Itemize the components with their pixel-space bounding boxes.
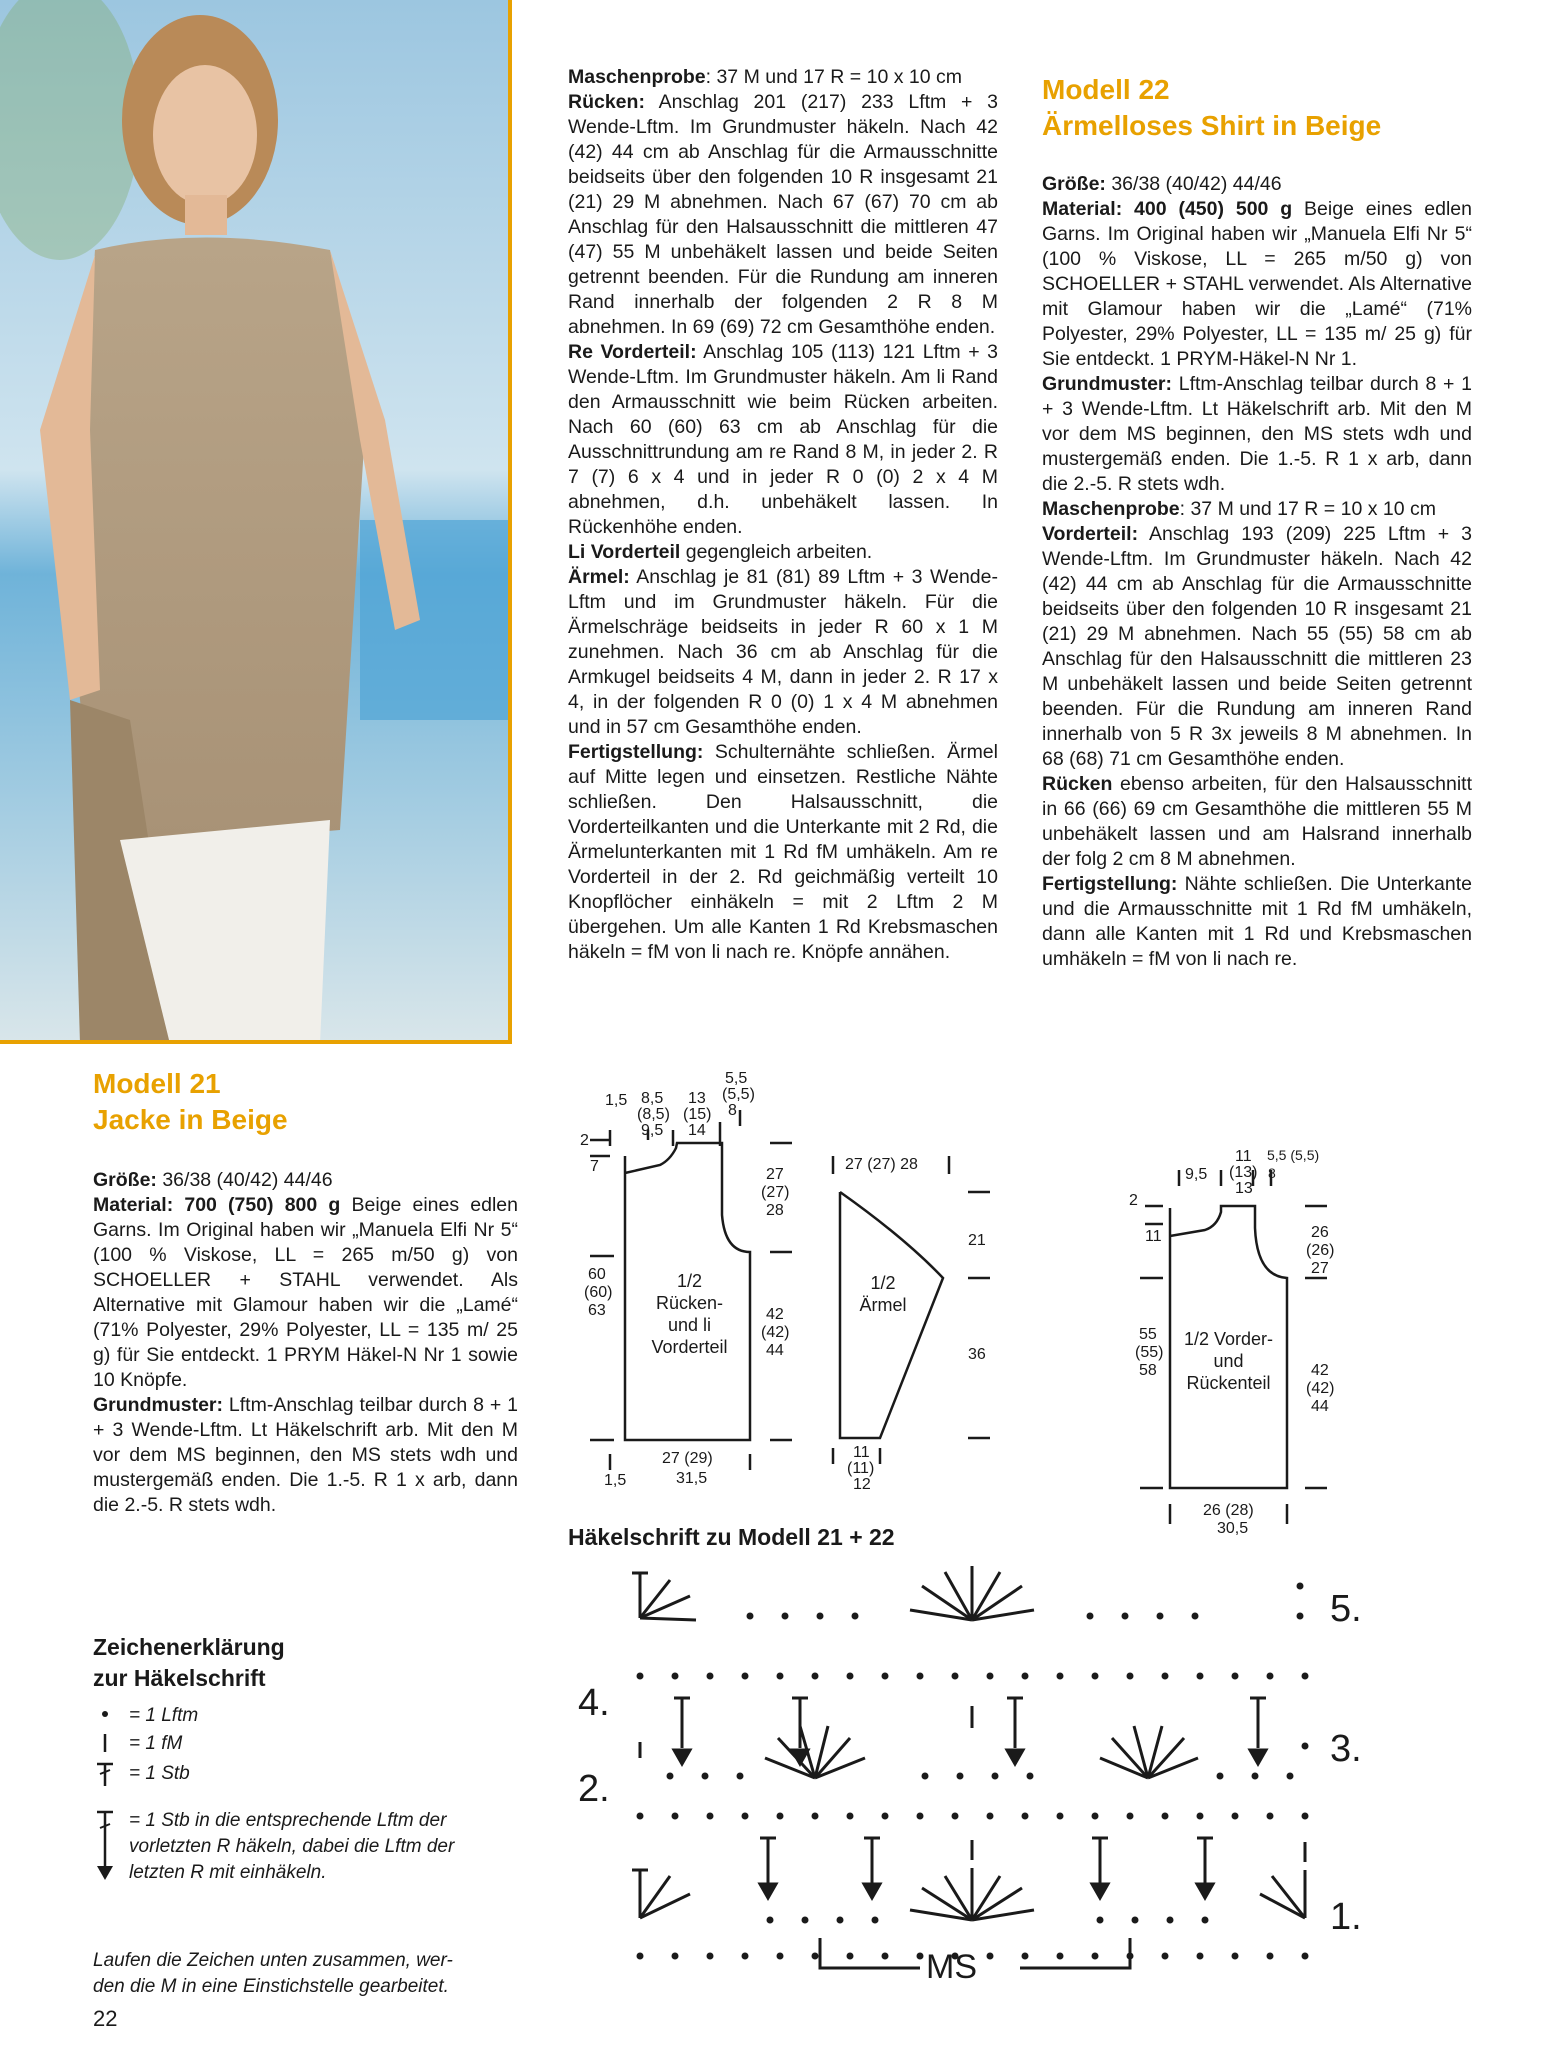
dim-label: (11) — [847, 1460, 875, 1477]
long-stitches — [674, 1698, 1266, 1898]
dim-label: 26 (28) — [1203, 1502, 1254, 1519]
crochet-chart-drawing — [560, 1558, 1380, 1998]
schematic-label: 1/2 — [870, 1273, 896, 1293]
dim-label: 60 — [588, 1266, 606, 1283]
dim-label: 13 — [688, 1090, 706, 1107]
instr-label: Ärmel: — [568, 566, 630, 588]
schematic-label: und li — [667, 1315, 712, 1335]
dim-label: 30,5 — [1217, 1520, 1249, 1537]
dim-label: 14 — [688, 1122, 706, 1139]
dim-label: 42 — [1311, 1362, 1329, 1379]
instr-label: Maschenprobe — [1042, 498, 1180, 520]
schematic3-title — [1171, 1328, 1286, 1394]
instr-text: Anschlag 105 (113) 121 Lftm + 3 Wende-Lftm. Im Grundmuster häkeln. Am li Rand den Armausschnitt wie beim Rücken arbeiten. Nach 60 (60) 63 cm ab Anschlag für die Ausschnittrundung am re Rand 8 M, in jeder 2. R 7 (7) 6 x 4 und in jeder R 0 (0) 2 x 4 M abnehmen, d.h. unbehäkelt lassen. In Rückenhöhe enden. — [568, 341, 998, 538]
crochet-chart-title: Häkelschrift zu Modell 21 + 22 — [568, 1524, 895, 1550]
row4-chains — [637, 1673, 1309, 1680]
instr-label: Material: 400 (450) 500 g — [1042, 198, 1293, 220]
instr-text: Lftm-Anschlag teilbar durch 8 + 1 + 3 Wende-Lftm. Lt Häkelschrift arb. Mit den M vor dem MS beginnen, den MS stets wdh und mustergemäß enden. Die 1.-5. R 1 x arb, dann die 2.-5. R stets wdh. — [93, 1394, 518, 1516]
instr-text: ebenso arbeiten, für den Halsausschnitt in 66 (66) 69 cm Gesamthöhe die mittleren 55 M unbehäkelt lassen und am Halsrand innerhalb der folg 2 cm 8 M abnehmen. — [1042, 773, 1472, 870]
dim-label: 31,5 — [676, 1470, 708, 1487]
dim-label: (13) — [1229, 1164, 1258, 1181]
dim-label: 5,5 (5,5) — [1267, 1147, 1320, 1163]
schematic-back-front — [570, 1070, 810, 1510]
long-stitch-row2-a — [760, 1838, 776, 1898]
instr-label: Vorderteil: — [1042, 523, 1139, 545]
row2-chains — [637, 1813, 1309, 1820]
dim-label: 27 — [1311, 1260, 1329, 1277]
instr-text: : 37 M und 17 R = 10 x 10 cm — [1179, 498, 1436, 520]
legend-symbols — [93, 1700, 123, 1960]
fan-row3-right — [1100, 1726, 1198, 1778]
double-crochet-icon — [97, 1764, 113, 1786]
crochet-chart — [560, 1558, 1380, 1998]
legend-title: Zeichenerklärung — [93, 1634, 285, 1660]
row-label-2: 2. — [578, 1768, 610, 1810]
dim-label: 2 — [1129, 1192, 1138, 1209]
page-number: 22 — [93, 2006, 118, 2031]
instr-label: Li Vorderteil — [568, 541, 681, 563]
long-stitch-row4-c — [1007, 1698, 1023, 1764]
long-stitch-row4-d — [1250, 1698, 1266, 1764]
schematic-label: Rücken- — [655, 1293, 724, 1313]
schematic-sleeve — [825, 1148, 1015, 1508]
schematic1-title — [632, 1270, 747, 1358]
instr-text: 36/38 (40/42) 44/46 — [156, 1169, 333, 1191]
long-double-crochet-icon — [97, 1812, 113, 1880]
dim-label: (15) — [683, 1106, 712, 1123]
dim-label: 27 (29) — [662, 1450, 713, 1467]
long-stitch-row2-b — [864, 1838, 880, 1898]
instr-text: Anschlag je 81 (81) 89 Lftm + 3 Wende-Lftm und im Grundmuster häkeln. Für die Ärmelschräge beidseits in jeder R 60 x 1 M zunehmen. Nach 36 cm ab Anschlag für die Armkugel beidseits 4 M, dann in jeder 2. R 17 x 4, in der folgenden R 0 (0) 1 x 4 M abnehmen und in 57 cm Gesamthöhe enden. — [568, 566, 998, 738]
fan-row1-middle — [910, 1868, 1034, 1920]
model-photo-image — [0, 0, 512, 1044]
instr-label: Größe: — [93, 1169, 157, 1191]
model22-subtitle: Ärmelloses Shirt in Beige — [1042, 110, 1382, 141]
model-photo — [0, 0, 512, 1044]
instr-text: gegengleich arbeiten. — [680, 541, 873, 563]
schematic-label: Vorderteil — [651, 1337, 728, 1357]
dim-label: 11 — [1235, 1148, 1252, 1165]
dim-label: 11 — [853, 1444, 870, 1461]
dim-label: (42) — [761, 1324, 790, 1341]
dim-label: 8 — [1268, 1165, 1276, 1181]
row-label-3: 3. — [1330, 1728, 1362, 1770]
long-stitch-row4-b — [792, 1698, 808, 1764]
fan-row3-left — [765, 1726, 865, 1778]
fan-row5-left — [632, 1573, 696, 1620]
dim-label: 5,5 — [725, 1070, 748, 1087]
dim-label: 12 — [853, 1476, 871, 1493]
dim-label: 44 — [1311, 1398, 1329, 1415]
legend-long-stb — [129, 1808, 454, 1886]
model21-instructions — [568, 65, 998, 965]
dim-label: 8 — [728, 1102, 737, 1119]
instr-label: Fertigstellung: — [568, 741, 704, 763]
dim-label: 27 — [766, 1166, 784, 1183]
instr-label: Grundmuster: — [1042, 373, 1173, 395]
schematic-label: 1/2 — [676, 1271, 703, 1291]
model21-title: Modell 21 — [93, 1068, 221, 1099]
dim-label: (27) — [761, 1184, 790, 1201]
dim-label: 1,5 — [604, 1472, 627, 1489]
schematic2-title — [843, 1272, 923, 1316]
instr-text: Anschlag 201 (217) 233 Lftm + 3 Wende-Lftm. Im Grundmuster häkeln. Nach 42 (42) 44 cm ab Anschlag für die Armausschnitte beidseits über den folgenden 10 R insgesamt 21 (21) 29 M abnehmen. Nach 67 (67) 70 cm ab Anschlag für den Halsausschnitt die mittleren 47 (47) 55 M unbehäkelt lassen und beide Seiten getrennt beenden. Für die Rundung am inneren Rand innerhalb der folgenden 2 R 8 M abnehmen. In 69 (69) 72 cm Gesamthöhe enden. — [568, 91, 998, 338]
row-label-1: 1. — [1330, 1896, 1362, 1938]
dim-label: 42 — [766, 1306, 784, 1323]
legend-lftm: = 1 Lftm — [129, 1705, 199, 1726]
instr-label: Material: 700 (750) 800 g — [93, 1194, 341, 1216]
instr-label: Rücken: — [568, 91, 645, 113]
dim-label: (55) — [1135, 1344, 1164, 1361]
legend-long-line: vorletzten R häkeln, dabei die Lftm der — [129, 1836, 455, 1857]
schematic-label: Ärmel — [859, 1295, 907, 1315]
instr-label: Rücken — [1042, 773, 1113, 795]
legend-note-line: Laufen die Zeichen unten zusammen, wer- — [93, 1950, 453, 1971]
row-label-5: 5. — [1330, 1588, 1362, 1630]
model22-title: Modell 22 — [1042, 74, 1170, 105]
legend-subtitle: zur Häkelschrift — [93, 1665, 266, 1691]
legend-fm: = 1 fM — [129, 1733, 183, 1754]
legend — [93, 1632, 513, 2000]
fan-row1-right — [1260, 1870, 1305, 1918]
schematic-label: und — [1213, 1351, 1244, 1371]
instr-label: Re Vorderteil: — [568, 341, 697, 363]
long-stitch-row2-d — [1197, 1838, 1213, 1898]
dim-label: 9,5 — [1185, 1166, 1208, 1183]
model21-section — [93, 1066, 518, 1518]
legend-items — [93, 1700, 513, 2000]
dim-label: (42) — [1306, 1380, 1335, 1397]
dim-label: (8,5) — [637, 1106, 670, 1123]
dim-label: 8,5 — [641, 1090, 664, 1107]
instr-label: Maschenprobe — [568, 66, 706, 88]
dim-label: 9,5 — [641, 1122, 664, 1139]
fan-row5-middle — [910, 1566, 1034, 1620]
model22-section — [1042, 72, 1472, 972]
instr-text: Lftm-Anschlag teilbar durch 8 + 1 + 3 Wende-Lftm. Lt Häkelschrift arb. Mit den M vor dem MS beginnen, den MS stets wdh und mustergemäß enden. Die 1.-5. R 1 x arb, dann die 2.-5. R stets wdh. — [1042, 373, 1472, 495]
dim-label: 27 (27) 28 — [845, 1156, 918, 1173]
dim-label: 1,5 — [605, 1092, 628, 1109]
dim-label: (5,5) — [722, 1086, 755, 1103]
schematic-label: Rückenteil — [1186, 1373, 1271, 1393]
model21-subtitle: Jacke in Beige — [93, 1104, 288, 1135]
instr-label: Fertigstellung: — [1042, 873, 1178, 895]
dim-label: 7 — [590, 1158, 599, 1175]
fan-row1-left — [632, 1870, 690, 1918]
dim-label: 58 — [1139, 1362, 1157, 1379]
schematic-label: 1/2 Vorder- — [1183, 1329, 1274, 1349]
dim-label: 63 — [588, 1302, 606, 1319]
dim-label: 28 — [766, 1202, 784, 1219]
row5-chains — [747, 1583, 1304, 1620]
schematic-shirt — [1125, 1148, 1365, 1548]
instr-text: Beige eines edlen Garns. Im Original haben wir „Manuela Elfi Nr 5“ (100 % Viskose, LL = 265 m/50 g) von SCHOELLER + STAHL verwendet. Als Alternative mit Glamour haben wir die „Lamé“ (71% Polyester, 29% Polyester, LL = 135 m/ 25 g) für Sie entdeckt. 1 PRYM-Häkel-N Nr 1. — [1042, 198, 1472, 370]
row-label-4: 4. — [578, 1682, 610, 1724]
dim-label: 11 — [1145, 1228, 1162, 1245]
row3-chains — [667, 1743, 1309, 1780]
instr-text: 36/38 (40/42) 44/46 — [1105, 173, 1282, 195]
dim-label: 36 — [968, 1346, 986, 1363]
instr-text: : 37 M und 17 R = 10 x 10 cm — [705, 66, 962, 88]
chain-stitch-icon — [102, 1711, 108, 1717]
legend-long-line: letzten R mit einhäkeln. — [129, 1862, 327, 1883]
legend-note-line: den die M in eine Einstichstelle gearbeitet. — [93, 1976, 449, 1997]
instr-text: Anschlag 193 (209) 225 Lftm + 3 Wende-Lftm. Im Grundmuster häkeln. Nach 42 (42) 44 cm ab Anschlag für die Armausschnitte beidseits über den folgenden 10 R insgesamt 21 (21) 29 M abnehmen. Nach 55 (55) 58 cm ab Anschlag für den Halsausschnitt die mittleren 23 M unbehäkelt lassen und beide Seiten getrennt beenden. Für die Rundung am inneren Rand innerhalb von 5 R 3x jeweils 8 M abnehmen. In 68 (68) 71 cm Gesamthöhe enden. — [1042, 523, 1472, 770]
legend-stb: = 1 Stb — [129, 1763, 190, 1784]
dim-label: 13 — [1235, 1180, 1253, 1197]
pattern-repeat-label: MS — [926, 1948, 977, 1986]
instr-text: Nähte schließen. Die Unterkante und die Armausschnitte mit 1 Rd fM umhäkeln, dann alle Kanten mit 1 Rd und Krebsmaschen umhäkeln = fM von li nach re. — [1042, 873, 1472, 970]
dim-label: 55 — [1139, 1326, 1157, 1343]
legend-note — [93, 1948, 453, 2000]
long-stitch-row4-a — [674, 1698, 690, 1764]
dim-label: (60) — [584, 1284, 613, 1301]
model22-instructions — [1042, 172, 1472, 972]
instr-text: Schulternähte schließen. Ärmel auf Mitte legen und einsetzen. Restliche Nähte schließen. Den Halsausschnitt, die Vorderteilkanten und die Unterkante mit 2 Rd, die Ärmelunterkanten mit 1 Rd fM umhäkeln. Am re Vorderteil in der 2. Rd geichmäßig verteilt 10 Knopflöcher einhäkeln = mit 2 Lftm 2 M übergehen. Um alle Kanten 1 Rd Krebsmaschen häkeln = fM von li nach re. Knöpfe annähen. — [568, 741, 998, 963]
long-stitch-row2-c — [1092, 1838, 1108, 1898]
instr-label: Grundmuster: — [93, 1394, 224, 1416]
legend-long-line: = 1 Stb in die entsprechende Lftm der — [129, 1810, 447, 1831]
dim-label: (26) — [1306, 1242, 1335, 1259]
instr-label: Größe: — [1042, 173, 1106, 195]
instr-text: Beige eines edlen Garns. Im Original haben wir „Manuela Elfi Nr 5“ (100 % Viskose, LL = 265 m/50 g) von SCHOELLER + STAHL verwendet. Als Alternative mit Glamour haben wir die „Lamé“ (71% Polyester, 29% Polyester, LL = 135 m/ 25 g) für Sie entdeckt. 1 PRYM Häkel-N Nr 1 sowie 10 Knöpfe. — [93, 1194, 518, 1391]
dim-label: 2 — [580, 1132, 589, 1149]
model21-materials — [93, 1168, 518, 1518]
dim-label: 44 — [766, 1342, 784, 1359]
dim-label: 21 — [968, 1232, 986, 1249]
dim-label: 26 — [1311, 1224, 1329, 1241]
